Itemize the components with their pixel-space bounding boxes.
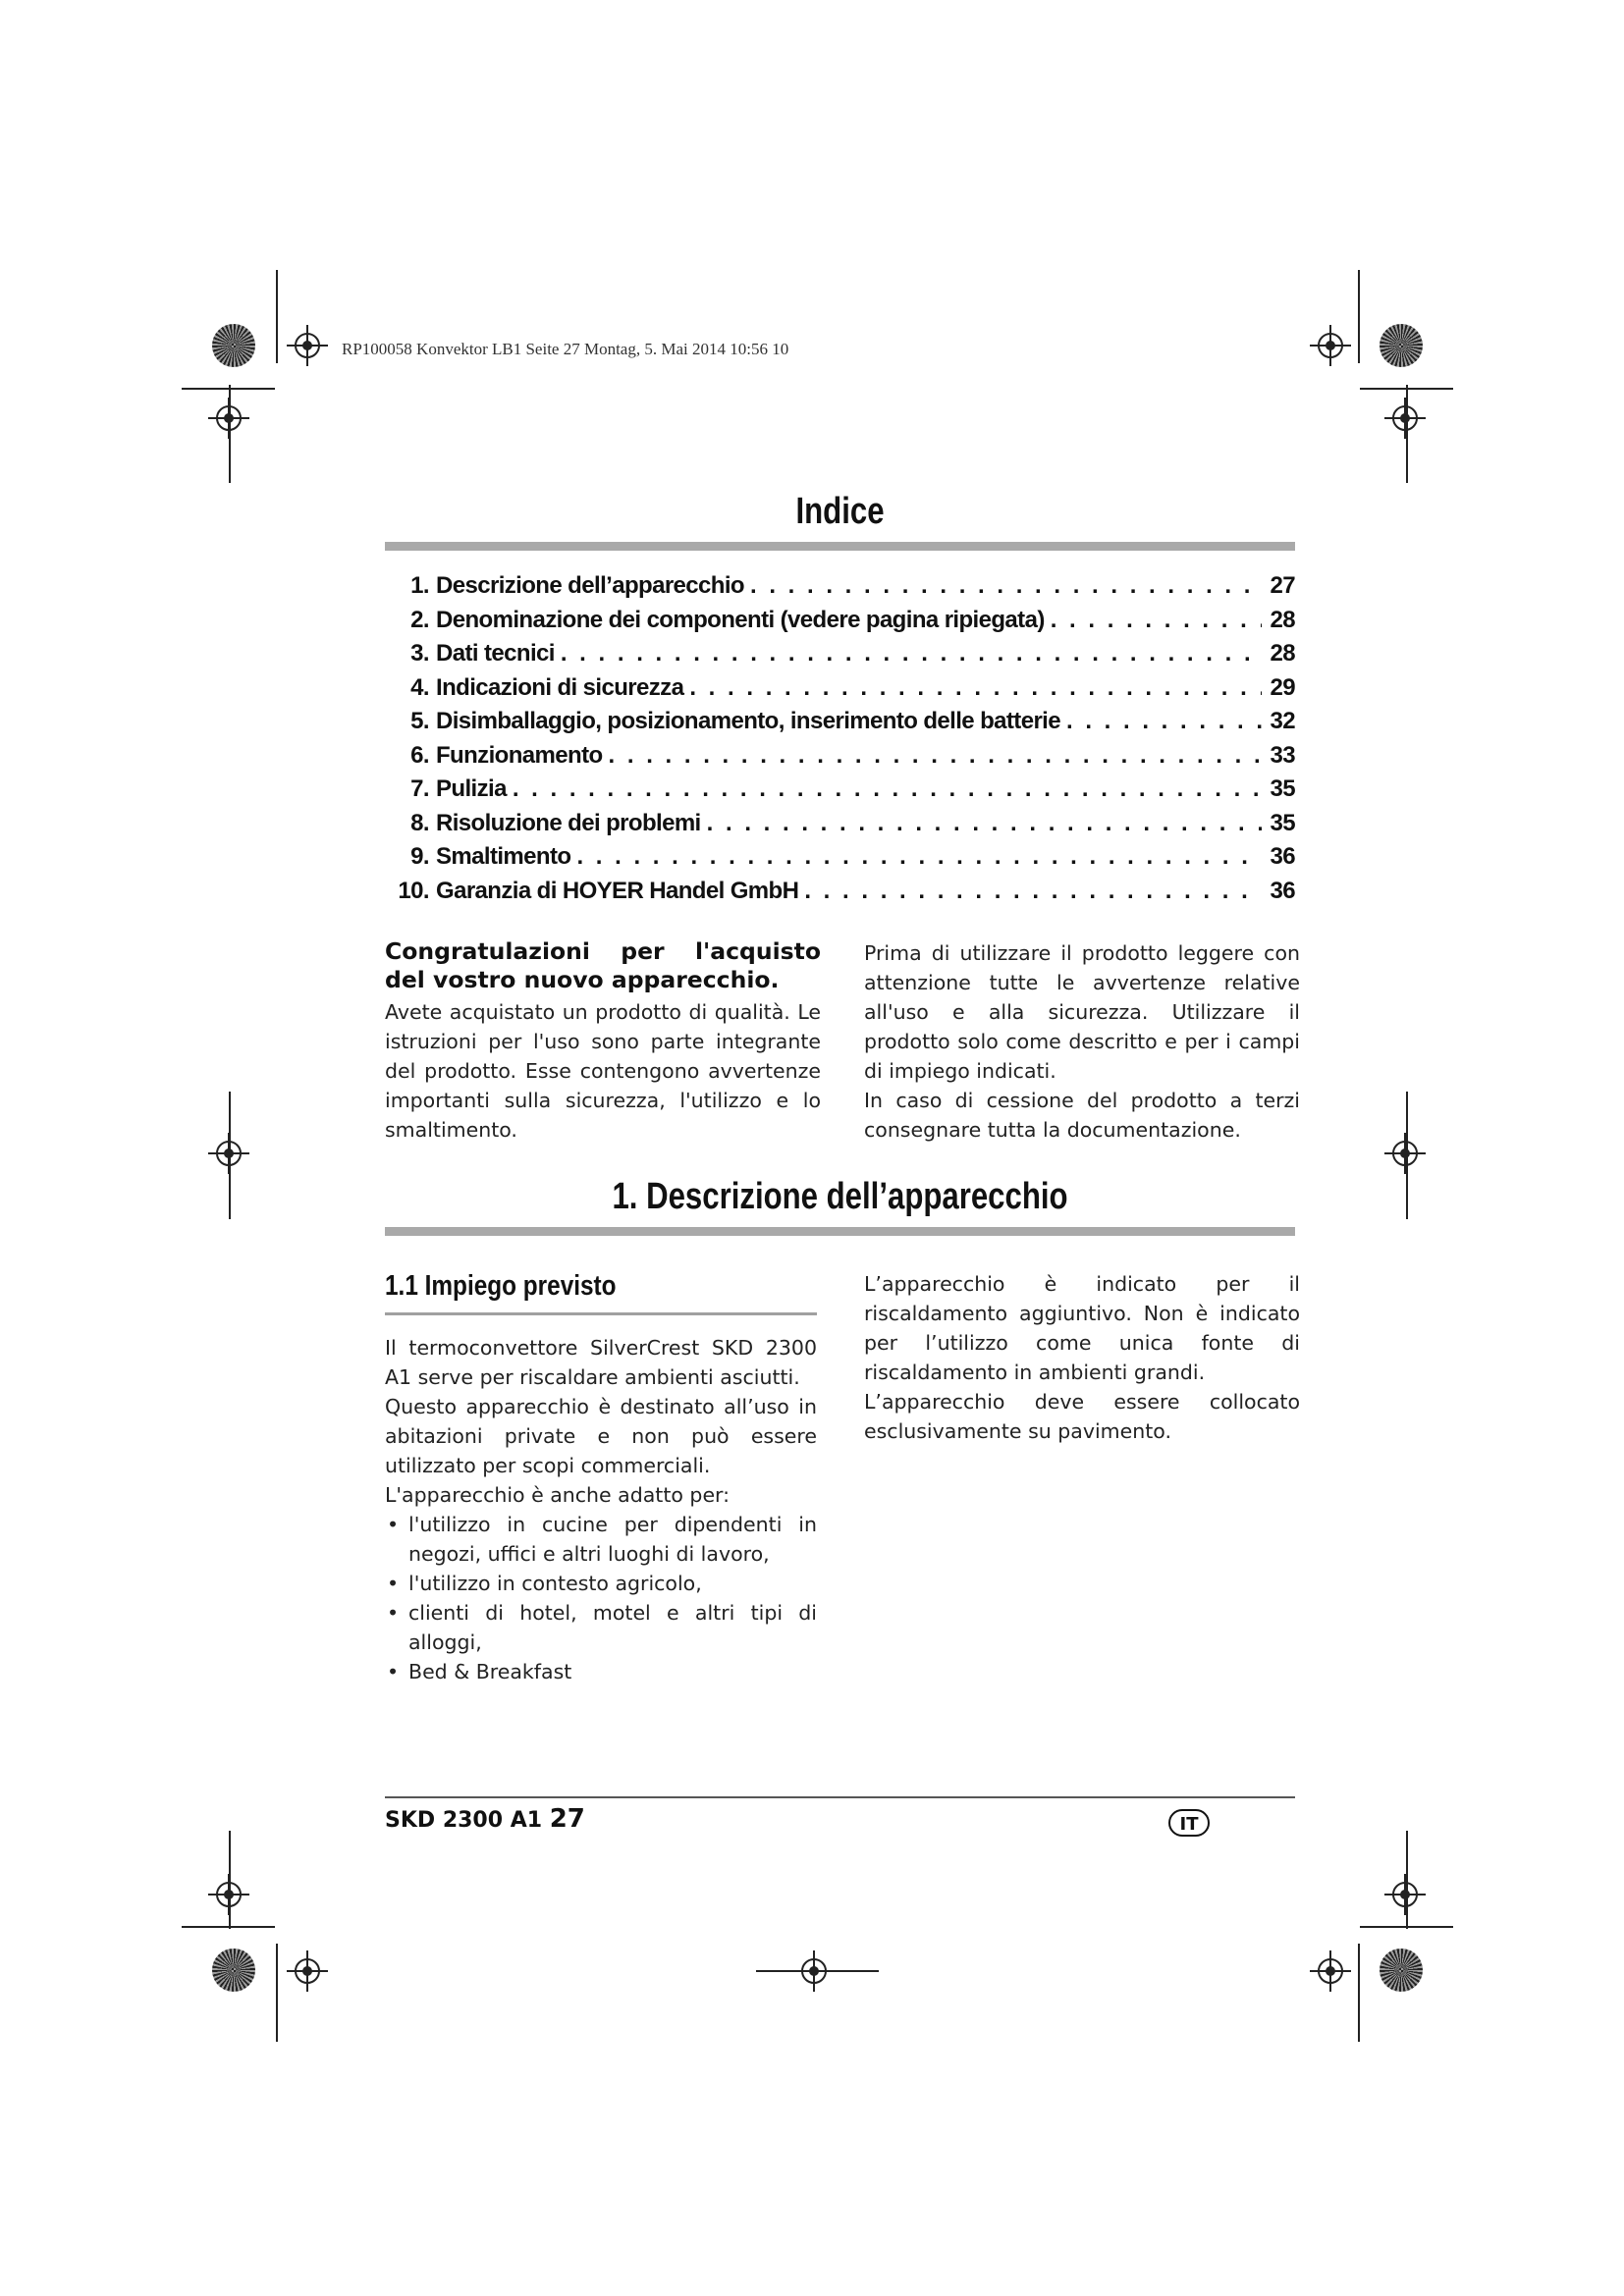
- toc-leader-dots: [609, 742, 1262, 770]
- crop-line: [1360, 1926, 1453, 1928]
- registration-mark: [216, 1141, 242, 1166]
- toc-entry-number: 4.: [410, 673, 429, 701]
- color-registration-rose: [212, 1949, 255, 1992]
- toc-leader-dots: [689, 674, 1262, 702]
- table-of-contents: [385, 572, 1295, 911]
- intro-paragraph: Prima di utilizzare il prodotto leggere con attenzione tutte le avvertenze relative all'uso e alla sicurezza. Utilizzare il prodotto solo come descritto e per i campi di impiego indicati.: [864, 941, 1300, 1083]
- list-item: • l'utilizzo in cucine per dipendenti in negozi, uffici e altri luoghi di lavoro,: [385, 1510, 817, 1569]
- toc-entry-title: Risoluzione dei problemi: [436, 809, 701, 836]
- toc-entry[interactable]: [385, 640, 1295, 674]
- toc-entry-number: 10.: [398, 877, 429, 904]
- toc-entry[interactable]: [385, 878, 1295, 912]
- toc-entry-title: Garanzia di HOYER Handel GmbH: [436, 877, 799, 904]
- toc-entry-title: Indicazioni di sicurezza: [436, 673, 684, 701]
- footer-rule: [385, 1796, 1295, 1798]
- subsection-title: 1.1 Impiego previsto: [385, 1270, 617, 1302]
- toc-entry-page: 28: [1270, 606, 1295, 633]
- intro-left-column: [385, 937, 821, 1145]
- crop-line: [182, 1926, 275, 1928]
- toc-leader-dots: [576, 843, 1262, 871]
- crop-line: [756, 1970, 879, 1972]
- section-title-rule: [385, 1227, 1295, 1236]
- usage-list: [385, 1510, 817, 1686]
- list-item: • Bed & Breakfast: [385, 1657, 817, 1686]
- toc-entry[interactable]: [385, 674, 1295, 709]
- toc-entry-number: 8.: [410, 809, 429, 836]
- list-item: • clienti di hotel, motel e altri tipi di alloggi,: [385, 1598, 817, 1657]
- registration-mark: [1318, 1958, 1343, 1984]
- footer-model: [385, 1804, 585, 1834]
- toc-entry-title: Smaltimento: [436, 843, 571, 870]
- toc-entry-title: Denominazione dei componenti (vedere pagina ripiegata): [436, 606, 1045, 633]
- toc-entry-page: 28: [1270, 640, 1295, 667]
- crop-line: [182, 388, 275, 390]
- intro-heading: Congratulazioni per l'acquisto del vostro nuovo apparecchio.: [385, 937, 821, 993]
- body-paragraph: Questo apparecchio è destinato all’uso in abitazioni private e non può essere utilizzato per scopi commerciali.: [385, 1395, 817, 1477]
- footer-model-name: SKD 2300 A1: [385, 1808, 543, 1833]
- intro-paragraph: In caso di cessione del prodotto a terzi consegnare tutta la documentazione.: [864, 1089, 1300, 1142]
- toc-entry-number: 6.: [410, 741, 429, 769]
- footer-page-number: 27: [549, 1804, 585, 1834]
- toc-entry[interactable]: [385, 572, 1295, 607]
- color-registration-rose: [1380, 1949, 1423, 1992]
- section-right-column: [864, 1269, 1300, 1446]
- section-title: 1. Descrizione dell’apparecchio: [612, 1176, 1068, 1217]
- crop-line: [1406, 385, 1408, 483]
- crop-line: [1406, 1831, 1408, 1929]
- toc-leader-dots: [804, 878, 1262, 905]
- toc-leader-dots: [561, 640, 1262, 667]
- toc-entry-number: 5.: [410, 708, 429, 734]
- toc-entry-title: Descrizione dell’apparecchio: [436, 572, 744, 599]
- body-paragraph: L'apparecchio è anche adatto per:: [385, 1483, 731, 1507]
- intro-paragraph: Avete acquistato un prodotto di qualità. Le istruzioni per l'uso sono parte integrante del prodotto. Esse contengono avvertenze importanti sulla sicurezza, l'utilizzo e lo smaltimento.: [385, 1000, 821, 1142]
- toc-title: Indice: [795, 491, 885, 532]
- toc-leader-dots: [1051, 607, 1262, 634]
- toc-entry-title: Disimballaggio, posizionamento, inserimento delle batterie: [436, 708, 1060, 734]
- crop-line: [276, 1944, 278, 2042]
- toc-entry-title: Pulizia: [436, 775, 507, 802]
- toc-entry[interactable]: [385, 810, 1295, 844]
- toc-entry-page: 27: [1270, 572, 1295, 599]
- section-left-column: [385, 1333, 817, 1686]
- toc-entry[interactable]: [385, 708, 1295, 742]
- toc-entry-number: 9.: [410, 843, 429, 870]
- toc-entry-page: 29: [1270, 673, 1295, 701]
- printer-slug: RP100058 Konvektor LB1 Seite 27 Montag, 5. Mai 2014 10:56 10: [342, 340, 789, 358]
- color-registration-rose: [212, 324, 255, 367]
- crop-line: [1360, 388, 1453, 390]
- toc-entry[interactable]: [385, 607, 1295, 641]
- body-paragraph: Il termoconvettore SilverCrest SKD 2300 A1 serve per riscaldare ambienti asciutti.: [385, 1336, 817, 1389]
- subsection-title-rule: [385, 1312, 817, 1315]
- registration-mark: [1392, 1882, 1418, 1907]
- registration-mark: [1318, 333, 1343, 358]
- registration-mark: [216, 405, 242, 431]
- toc-entry-page: 36: [1270, 843, 1295, 870]
- toc-entry[interactable]: [385, 843, 1295, 878]
- toc-entry-title: Dati tecnici: [436, 640, 555, 667]
- toc-entry-title: Funzionamento: [436, 741, 603, 769]
- crop-line: [1358, 270, 1360, 363]
- toc-leader-dots: [750, 572, 1262, 600]
- toc-entry[interactable]: [385, 775, 1295, 810]
- toc-title-rule: [385, 542, 1295, 551]
- toc-entry-page: 32: [1270, 708, 1295, 734]
- registration-mark: [1392, 405, 1418, 431]
- registration-mark: [216, 1882, 242, 1907]
- toc-entry-number: 7.: [410, 775, 429, 802]
- toc-entry-number: 1.: [410, 572, 429, 599]
- toc-entry-page: 35: [1270, 775, 1295, 802]
- crop-line: [276, 270, 278, 363]
- toc-leader-dots: [707, 810, 1262, 837]
- toc-entry-page: 35: [1270, 809, 1295, 836]
- registration-mark: [295, 333, 320, 358]
- registration-mark: [1392, 1141, 1418, 1166]
- toc-entry-page: 33: [1270, 741, 1295, 769]
- body-paragraph: L’apparecchio deve essere collocato esclusivamente su pavimento.: [864, 1390, 1300, 1443]
- toc-entry-page: 36: [1270, 877, 1295, 904]
- toc-entry-number: 2.: [410, 606, 429, 633]
- list-item: • l'utilizzo in contesto agricolo,: [385, 1569, 817, 1598]
- toc-entry[interactable]: [385, 742, 1295, 776]
- crop-line: [1358, 1944, 1360, 2042]
- toc-entry-number: 3.: [410, 640, 429, 667]
- language-badge: IT: [1168, 1809, 1210, 1837]
- body-paragraph: L’apparecchio è indicato per il riscaldamento aggiuntivo. Non è indicato per l’utilizzo come unica fonte di riscaldamento in ambienti grandi.: [864, 1272, 1300, 1384]
- registration-mark: [295, 1958, 320, 1984]
- color-registration-rose: [1380, 324, 1423, 367]
- toc-leader-dots: [1066, 708, 1262, 735]
- intro-right-column: [864, 938, 1300, 1145]
- toc-leader-dots: [513, 775, 1262, 803]
